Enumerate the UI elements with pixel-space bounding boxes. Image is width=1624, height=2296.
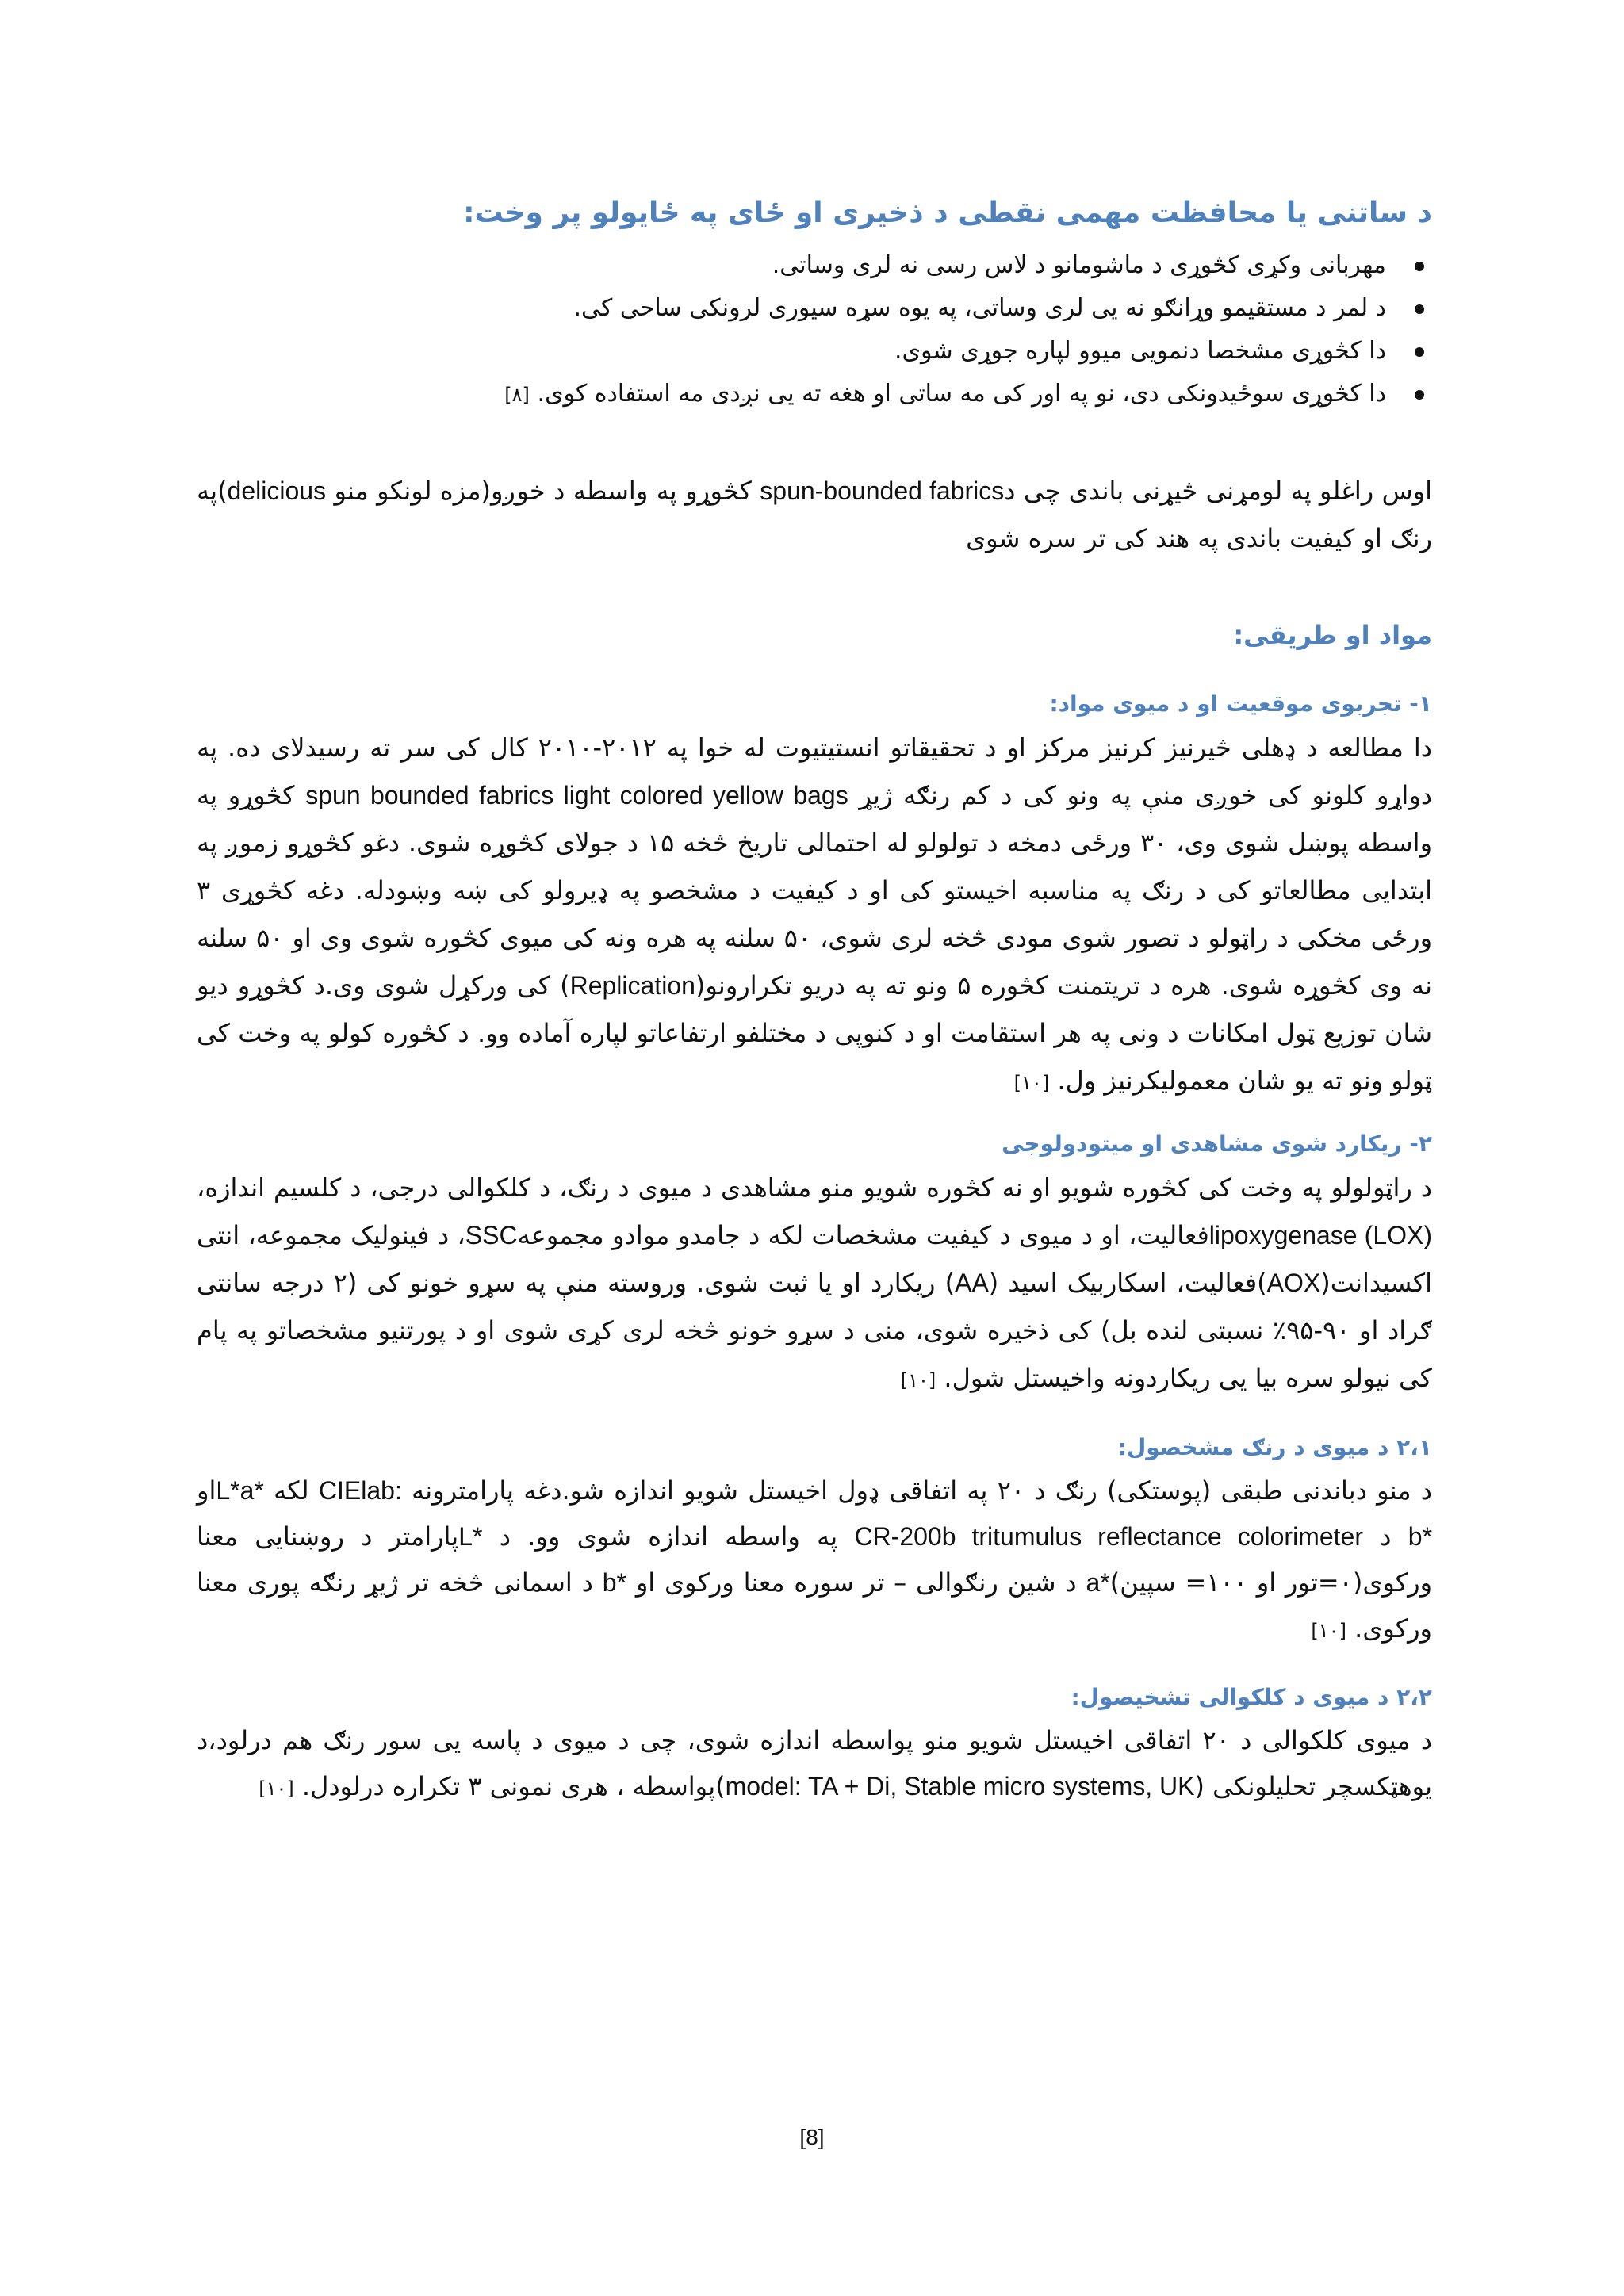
page-number: [8] bbox=[799, 2125, 825, 2149]
observations-heading: ۲- ریکارد شوی مشاهدی او میتودولوجی bbox=[1002, 1131, 1432, 1157]
storage-bullet-list bbox=[197, 244, 1432, 416]
bullet-dot-icon bbox=[1415, 347, 1424, 357]
site-material-heading: ۱- تجربوی موقعیت او د میوی مواد: bbox=[1049, 691, 1432, 717]
color-paragraph: د منو دباندنی طبقی (پوستکی) رنګ د ۲۰ په اتفاقی ډول اخیستل شویو اندازه شو.دغه پارامترونه CIElab: لکه L*a*او b* د CR-200b tritumulus reflectance colorimeter په واسطه اندازه شوی وو. د L*پارامتر د روښنایی معنا ورکوی(۰=تور او ۱۰۰= سپین)a* د شین رنګوالی – تر سوره معنا ورکوی او b* د اسمانی څخه تر ژیړ رنګه پوری معنا ورکوی. [۱۰] bbox=[197, 1475, 1433, 1644]
bullet-dot-icon bbox=[1415, 304, 1424, 314]
observations-paragraph: د راټولولو په وخت کی کڅوره شویو او نه کڅوره شویو منو مشاهدی د میوی د رنګ، د کلکوالی درجی، د کلسیم اندازه، lipoxygenase (LOX)فعالیت، او د میوی د کیفیت مشخصات لکه د جامدو موادو مجموعهSSC، د فینولیک مجموعه، انتی اکسیدانت(AOX)فعالیت، اسکاربیک اسید (AA) ریکارد او یا ثبت شوی. وروسته منې په سړو خونو کی (۲ درجه سانتی ګراد او ۹۰-۹۵٪ نسبتی لنده بل) کی ذخیره شوی، منی د سړو خونو څخه لری کړی شوی او د پورتنیو مشخصاتو په پام کی نیولو سره بیا یی ریکاردونه واخیستل شول. [۱۰] bbox=[197, 1173, 1433, 1393]
bullet-dot-icon bbox=[1415, 390, 1424, 400]
firmness-heading: ۲،۲ د میوی د کلکوالی تشخیصول: bbox=[1071, 1684, 1432, 1710]
citation: [۱۰] bbox=[1013, 1072, 1050, 1094]
bullet-item: دا کڅوړی مشخصا دنمویی میوو لپاره جوړی شوی. bbox=[197, 330, 1386, 373]
storage-heading: د ساتنی یا محافظت مهمی نقطی د ذخیری او ځای په ځایولو پر وخت: bbox=[463, 197, 1432, 229]
page-content bbox=[197, 189, 1432, 1812]
methods-heading: مواد او طریقی: bbox=[1233, 620, 1432, 650]
firmness-paragraph: د میوی کلکوالی د ۲۰ اتفاقی اخیستل شویو منو پواسطه اندازه شوی، چی د میوی د پاسه یی سور رنګ هم درلود،د یوهټکسچر تحلیلونکی (model: TA + Di, Stable micro systems, UK)پواسطه ، هری نمونی ۳ تکراره درلودل. [۱۰] bbox=[197, 1725, 1433, 1801]
citation: [۱۰] bbox=[1311, 1620, 1346, 1642]
intro-paragraph: اوس راغلو په لومړنی څیړنی باندی چی دspun-bounded fabrics کڅوړو په واسطه د خوږو(مزه لونکو منو delicious)په رنګ او کیفیت باندی په هند کی تر سره شوی bbox=[197, 476, 1433, 553]
color-heading: ۲،۱ د میوی د رنګ مشخصول: bbox=[1117, 1434, 1432, 1460]
bullet-item: دا کڅوړی سوځیدونکی دی، نو په اور کی مه ساتی او هغه ته یی نږدی مه استفاده کوی. [۸] bbox=[197, 373, 1386, 416]
site-material-paragraph: دا مطالعه د ډهلی څیرنیز کرنیز مرکز او د تحقیقاتو انستیتیوت له خوا په ۲۰۱۲-۲۰۱۰ کال کی سر ته رسیدلای ده. په دواړو کلونو کی خوږی منې په ونو کی د کم رنګه ژیړ spun bounded fabrics light colored yellow bags کڅوړو په واسطه پوښل شوی وی، ۳۰ ورځی دمخه د تولولو له احتمالی تاریخ څخه ۱۵ د جولای کڅوړه شوی. دغو کڅوړو زموږ په ابتدایی مطالعاتو کی د رنګ په مناسبه اخیستو کی او د کیفیت د مشخصو په ډیرولو کی ښه وښودله. دغه کڅوړی ۳ ورځی مخکی د راټولو د تصور شوی مودی څخه لری شوی، ۵۰ سلنه په هره ونه کی میوی کڅوره شوی وی او ۵۰ سلنه نه وی کڅوړه شوی. هره د تریتمنت کڅوره ۵ ونو ته په دریو تکرارونو(Replication) کی ورکړل شوی وی.د کڅوړو دیو شان توزیع ټول امکانات د ونی په هر استقامت او د کنوپی د مختلفو ارتفاعاتو لپاره آماده وو. د کڅوره کولو په وخت کی ټولو ونو ته یو شان معمولیکرنیز ول. [۱۰] bbox=[197, 733, 1433, 1096]
bullet-item: مهربانی وکړی کڅوړی د ماشومانو د لاس رسی نه لری وساتی. bbox=[197, 244, 1386, 287]
bullet-dot-icon bbox=[1415, 262, 1424, 271]
bullet-item: د لمر د مستقیمو وړانګو نه یی لری وساتی، په یوه سړه سیوری لرونکی ساحی کی. bbox=[197, 287, 1386, 330]
citation: [۱۰] bbox=[900, 1369, 936, 1391]
citation: [۱۰] bbox=[259, 1777, 294, 1800]
citation: [۸] bbox=[504, 384, 530, 406]
